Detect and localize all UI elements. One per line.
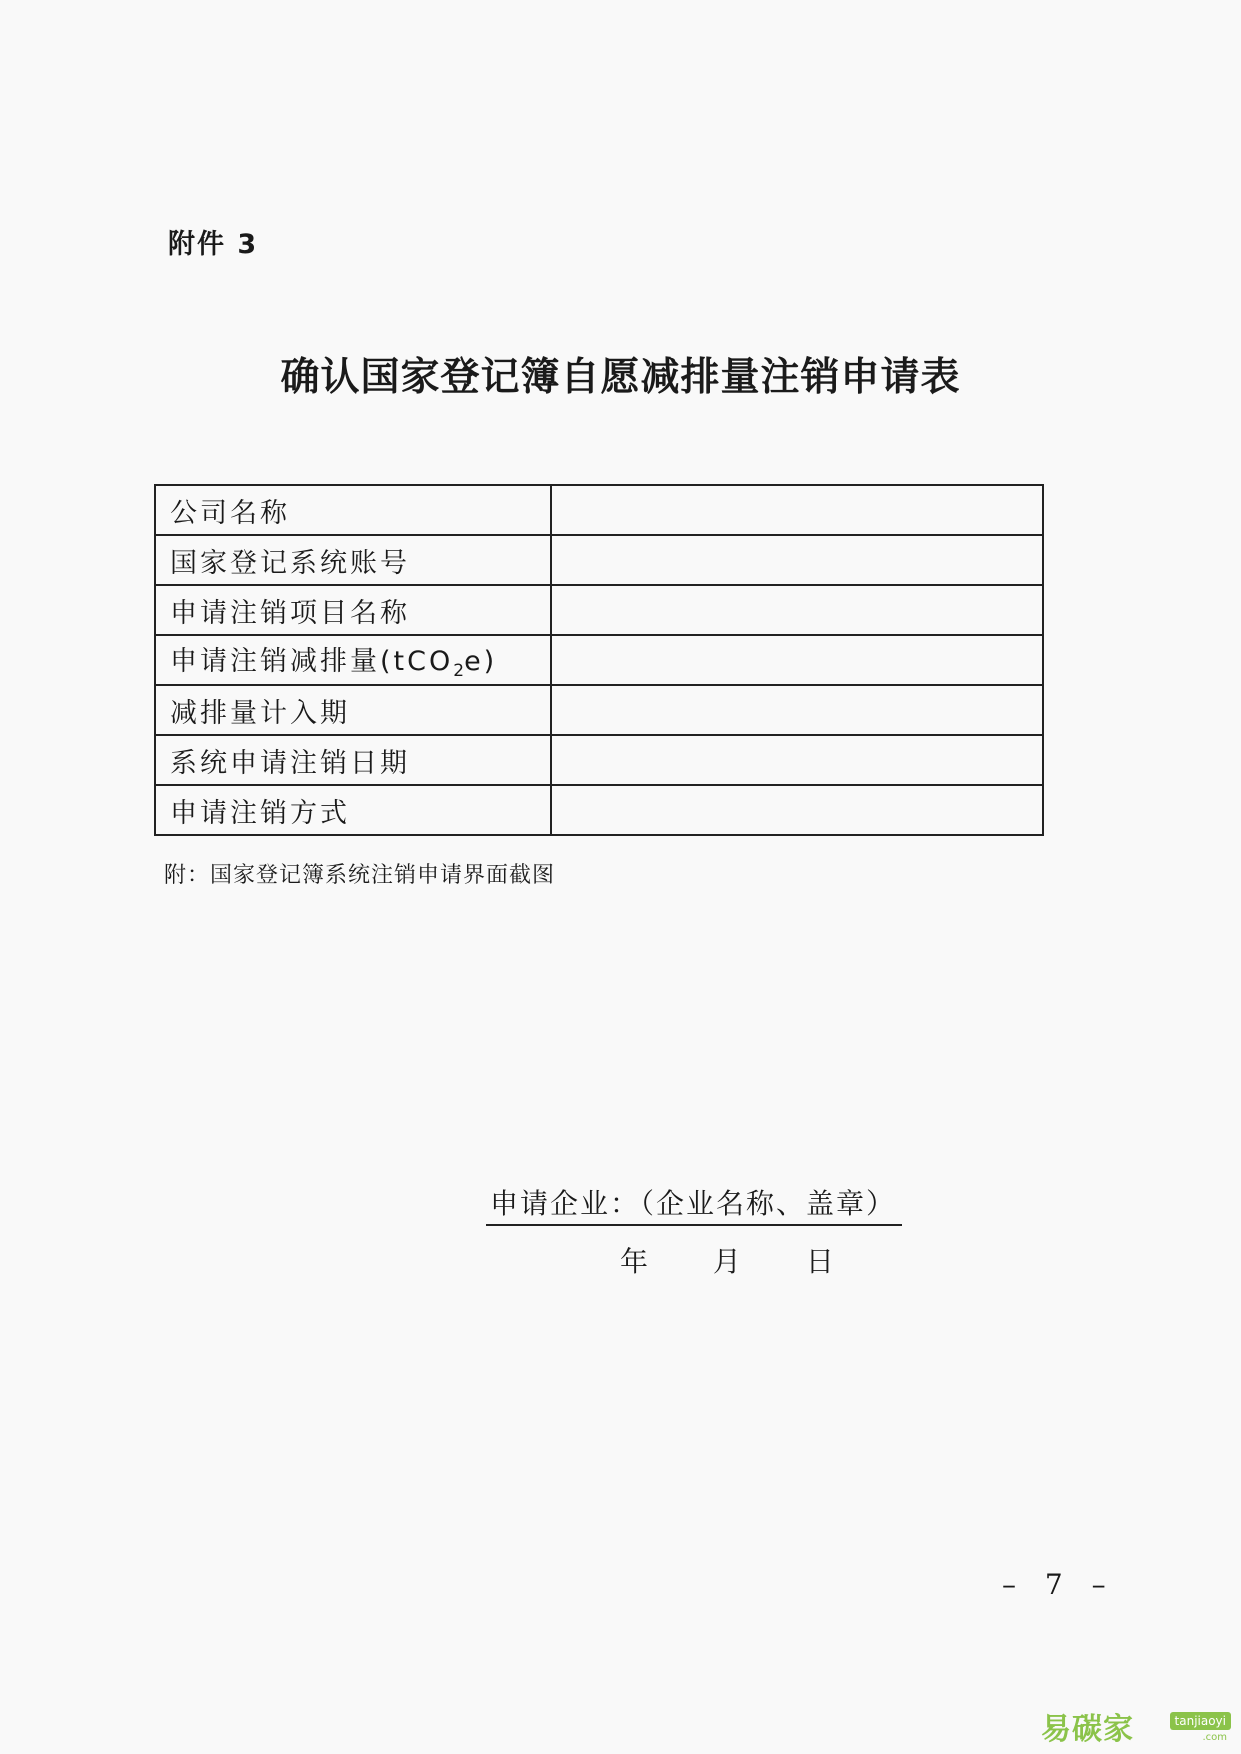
application-date-field[interactable]	[551, 735, 1043, 785]
company-name-field[interactable]	[551, 485, 1043, 535]
row-label-emission-reduction	[155, 635, 551, 685]
emission-reduction-field[interactable]	[551, 635, 1043, 685]
attachment-label: 附件 3	[168, 229, 259, 260]
watermark-logo-text: 易碳家	[1041, 1712, 1134, 1747]
date-line	[620, 1240, 834, 1280]
row-label-registry-account: 国家登记系统账号	[155, 535, 551, 585]
row-label-company-name: 公司名称	[155, 485, 551, 535]
watermark-domain: .com	[1202, 1732, 1227, 1743]
table-row	[155, 785, 1043, 835]
table-row	[155, 635, 1043, 685]
crediting-period-field[interactable]	[551, 685, 1043, 735]
row-label-application-date: 系统申请注销日期	[155, 735, 551, 785]
row-label-project-name: 申请注销项目名称	[155, 585, 551, 635]
table-row	[155, 735, 1043, 785]
emission-label-subscript: 2	[453, 661, 465, 681]
emission-label-suffix: e)	[464, 646, 498, 677]
table-row	[155, 585, 1043, 635]
table-row	[155, 685, 1043, 735]
applicant-signature-line: 申请企业：（企业名称、盖章）	[486, 1182, 902, 1226]
row-label-crediting-period: 减排量计入期	[155, 685, 551, 735]
table-row	[155, 485, 1043, 535]
form-title: 确认国家登记簿自愿减排量注销申请表	[280, 354, 961, 400]
table-row	[155, 535, 1043, 585]
date-day-label: 日	[805, 1245, 834, 1278]
date-year-label: 年	[620, 1245, 649, 1278]
page-number: – 7 –	[1002, 1568, 1116, 1601]
emission-label-prefix: 申请注销减排量(tCO	[170, 646, 454, 677]
row-label-cancellation-method: 申请注销方式	[155, 785, 551, 835]
cancellation-method-field[interactable]	[551, 785, 1043, 835]
watermark-badge: tanjiaoyi	[1170, 1712, 1231, 1730]
attachment-note: 附：国家登记簿系统注销申请界面截图	[164, 863, 556, 888]
watermark-logo	[1041, 1704, 1231, 1747]
application-form-table	[154, 484, 1044, 836]
project-name-field[interactable]	[551, 585, 1043, 635]
date-month-label: 月	[712, 1245, 741, 1278]
registry-account-field[interactable]	[551, 535, 1043, 585]
